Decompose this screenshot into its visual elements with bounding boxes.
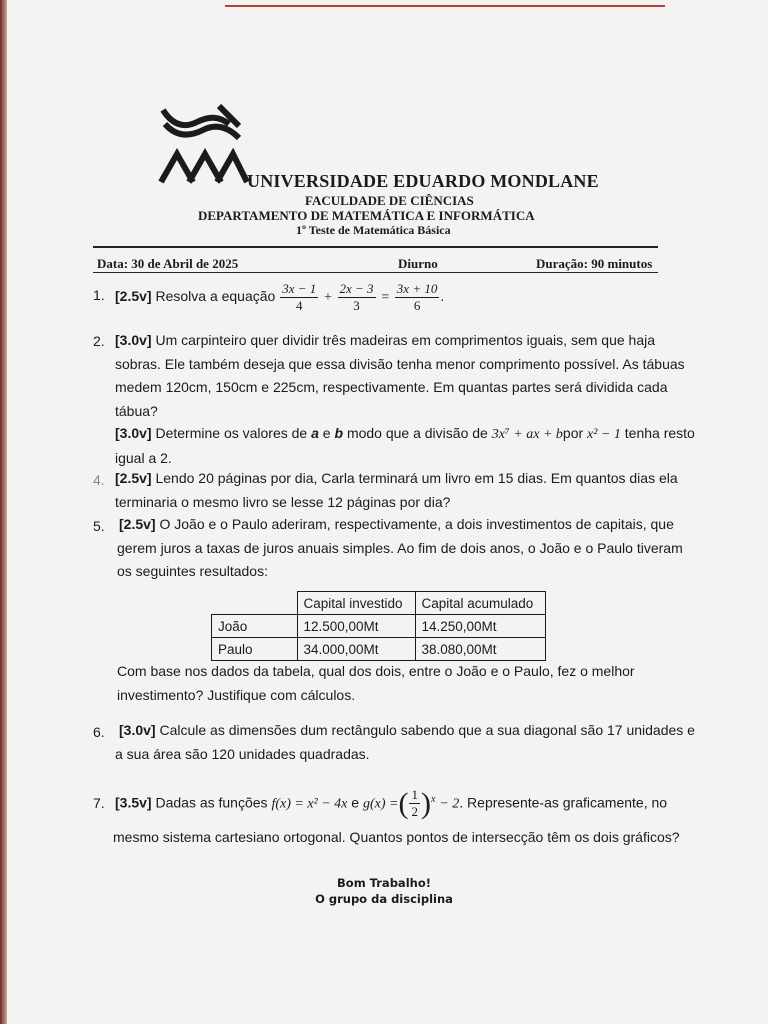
question-2-line-4: tábua? <box>115 402 158 419</box>
fraction-2 <box>338 281 376 314</box>
question-2-number: 2. <box>93 333 105 349</box>
footer-greeting: Bom Trabalho! <box>337 876 431 890</box>
polynomial: 3x⁷ + ax + b <box>491 427 563 442</box>
question-5-followup <box>117 660 697 707</box>
fraction-3-numerator: 3x + 10 <box>396 280 438 296</box>
table-header-row <box>212 592 546 615</box>
question-7-number: 7. <box>93 795 105 811</box>
question-1-points: [2.5v] <box>115 288 152 304</box>
question-7-points: [3.5v] <box>115 794 152 811</box>
question-7-text-b: . Represente-as graficamente, no <box>459 794 668 811</box>
table-header-accumulated: Capital acumulado <box>415 592 545 615</box>
fraction-3 <box>395 281 440 314</box>
exam-duration: Duração: 90 minutos <box>536 256 653 271</box>
department-name: DEPARTAMENTO DE MATEMÁTICA E INFORMÁTICA <box>198 208 535 223</box>
question-6-line-1: Calcule as dimensões dum rectângulo sabendo que a sua diagonal são 17 unidades e <box>159 722 695 738</box>
question-3-points: [3.0v] <box>115 425 152 441</box>
question-2-line-2: sobras. Ele também deseja que essa divisão tenha menor comprimento possível. As tábuas <box>115 355 685 372</box>
question-6-line-2: a sua área são 120 unidades quadradas. <box>115 745 370 762</box>
question-3-line-2: igual a 2. <box>115 449 172 466</box>
question-7-line-2: mesmo sistema cartesiano ortogonal. Quantos pontos de intersecção têm os dois gráficos? <box>113 829 680 845</box>
equals-sign: = <box>380 290 390 305</box>
header-rule-top <box>93 246 658 248</box>
exam-date: Data: 30 de Abril de 2025 <box>97 256 239 271</box>
question-4 <box>115 467 695 514</box>
header-rule-bottom <box>93 272 658 273</box>
question-1-number: 1. <box>93 287 105 303</box>
question-2 <box>115 329 685 423</box>
fraction-2-numerator: 2x − 3 <box>339 280 374 296</box>
question-5-line-2: gerem juros a taxas de juros anuais simples. Ao fim de dois anos, o João e o Paulo tiveram <box>117 539 683 556</box>
question-5-points: [2.5v] <box>119 516 156 532</box>
question-7-text-e: e <box>351 794 360 811</box>
question-5-after-1: Com base nos dados da tabela, qual dos dois, entre o João e o Paulo, fez o melhor <box>117 663 635 679</box>
footer-signature: O grupo da disciplina <box>315 892 453 906</box>
question-5-line-1: O João e o Paulo aderiram, respectivamente, a dois investimentos de capitais, que <box>159 516 674 532</box>
question-3-text-a: Determine os valores de <box>155 425 308 441</box>
question-3-text-c: tenha resto <box>624 425 695 441</box>
question-4-line-1: Lendo 20 páginas por dia, Carla terminará um livro em 15 dias. Em quantos dias ela <box>155 470 678 486</box>
question-4-number: 4. <box>93 472 105 488</box>
exponent-x: x <box>430 794 436 805</box>
exam-shift: Diurno <box>398 256 438 271</box>
open-paren: ( <box>398 786 409 820</box>
question-5-after-2: investimento? Justifique com cálculos. <box>117 686 356 703</box>
question-3 <box>115 422 715 470</box>
variable-b: b <box>334 425 344 441</box>
question-1: [2.5v] Resolva a equação $\frac{3x - 1}{4}$ + $\frac{2x - 3}{3}$ = $\frac{3x + 10}{6}$ . <box>115 280 445 313</box>
question-3-text-b: modo que a divisão de <box>346 425 488 441</box>
table-cell-invested: 12.500,00Mt <box>297 615 415 638</box>
fraction-half <box>409 787 420 820</box>
table-row <box>212 615 546 638</box>
table-cell-name: João <box>212 615 298 638</box>
test-title: 1º Teste de Matemática Básica <box>296 223 451 237</box>
fraction-half-numerator: 1 <box>411 787 418 803</box>
plus-sign: + <box>323 290 333 305</box>
question-2-points: [3.0v] <box>115 332 152 348</box>
question-6 <box>115 719 719 766</box>
fraction-1-numerator: 3x − 1 <box>282 280 317 296</box>
top-decoration-line <box>225 5 665 7</box>
question-2-line-1: Um carpinteiro quer dividir três madeiras em comprimentos iguais, sem que haja <box>155 332 656 348</box>
university-name: UNIVERSIDADE EDUARDO MONDLANE <box>247 171 599 191</box>
question-3-text-e: e <box>322 425 331 441</box>
question-3-text-por: por <box>562 425 584 441</box>
table-cell-invested: 34.000,00Mt <box>297 638 415 661</box>
university-logo-icon <box>155 100 250 190</box>
question-5-line-3: os seguintes resultados: <box>117 563 268 579</box>
question-5 <box>119 513 709 584</box>
question-2-line-3: medem 120cm, 150cm e 225cm, respectivamente. Em quantas partes será dividida cada <box>115 379 668 395</box>
fraction-2-denominator: 3 <box>353 297 360 313</box>
question-6-points: [3.0v] <box>119 722 156 738</box>
function-g-lhs: g(x) = <box>362 796 399 812</box>
divisor: x² − 1 <box>587 427 621 442</box>
table-row <box>212 638 546 661</box>
function-f: f(x) = x² − 4x <box>271 796 348 812</box>
question-7-text-a: Dadas as funções <box>155 794 268 811</box>
table-corner-cell <box>212 592 298 615</box>
question-1-text: Resolva a equação <box>155 288 276 304</box>
capital-table <box>211 591 546 661</box>
table-cell-name: Paulo <box>212 638 298 661</box>
question-4-line-2: terminaria o mesmo livro se lesse 12 páginas por dia? <box>115 493 451 510</box>
table-header-invested: Capital investido <box>297 592 415 615</box>
faculty-name: FACULDADE DE CIÊNCIAS <box>305 193 474 208</box>
question-6-number: 6. <box>93 724 105 740</box>
table-cell-accumulated: 14.250,00Mt <box>415 615 545 638</box>
question-4-points: [2.5v] <box>115 470 152 486</box>
fraction-1-denominator: 4 <box>296 297 303 313</box>
fraction-half-denominator: 2 <box>411 804 418 820</box>
table-cell-accumulated: 38.080,00Mt <box>415 638 545 661</box>
variable-a: a <box>311 425 319 441</box>
function-g-rest: − 2 <box>439 796 460 812</box>
close-paren: ) <box>420 786 431 820</box>
fraction-1 <box>280 281 318 314</box>
question-5-number: 5. <box>93 518 105 534</box>
question-7 <box>115 780 667 825</box>
page-edge <box>0 0 7 1024</box>
fraction-3-denominator: 6 <box>413 297 421 313</box>
